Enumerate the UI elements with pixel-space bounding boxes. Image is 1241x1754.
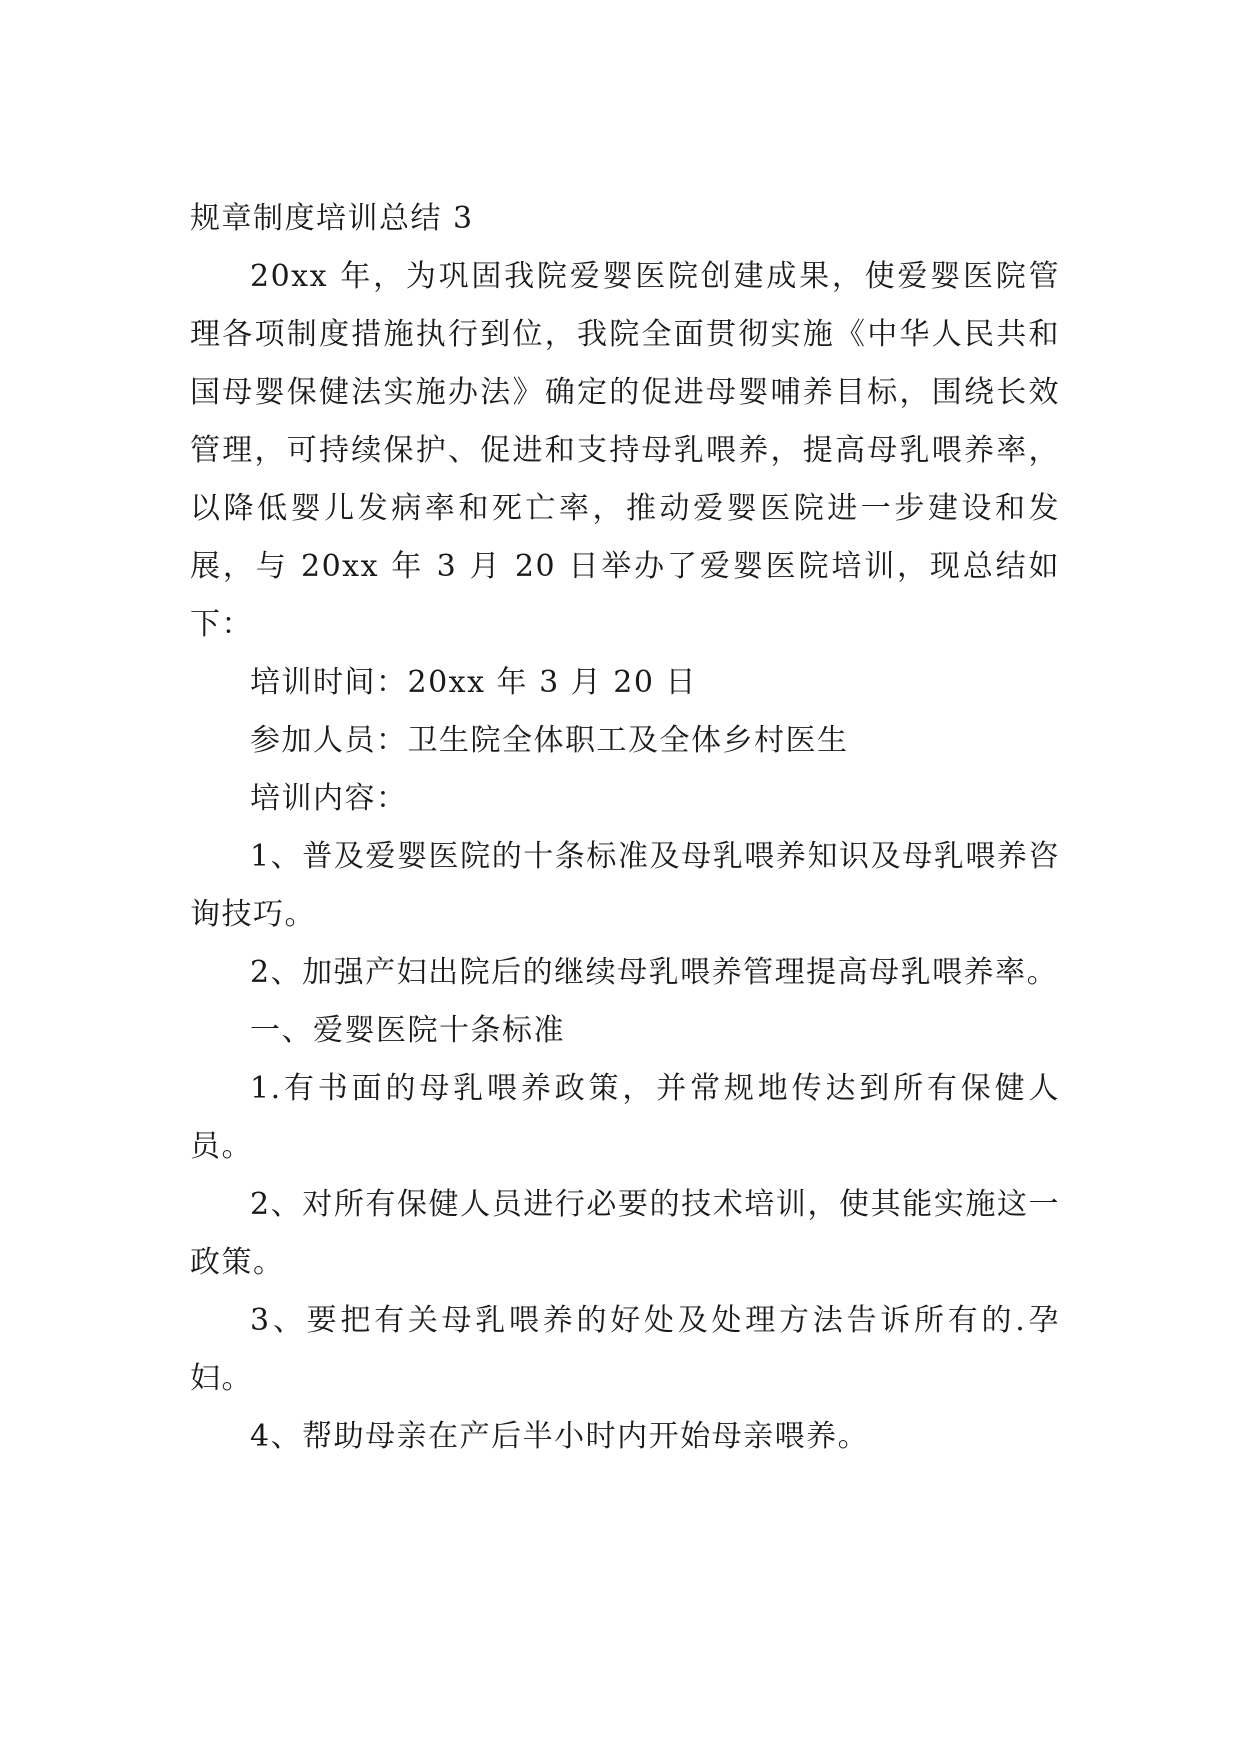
document-body — [190, 190, 1060, 1466]
standard-item-3: 3、要把有关母乳喂养的好处及处理方法告诉所有的.孕妇。 — [190, 1303, 1060, 1396]
training-time: 培训时间：20xx 年 3 月 20 日 — [250, 665, 697, 700]
standard-item-1: 1.有书面的母乳喂养政策，并常规地传达到所有保健人员。 — [190, 1071, 1060, 1164]
training-content-heading: 培训内容： — [250, 781, 408, 816]
section-heading-ten-standards: 一、爱婴医院十条标准 — [250, 1013, 565, 1048]
standard-item-2: 2、对所有保健人员进行必要的技术培训，使其能实施这一政策。 — [190, 1187, 1060, 1280]
training-content-item-2: 2、加强产妇出院后的继续母乳喂养管理提高母乳喂养率。 — [250, 955, 1059, 990]
intro-paragraph: 20xx 年，为巩固我院爱婴医院创建成果，使爱婴医院管理各项制度措施执行到位，我院全面贯彻实施《中华人民共和国母婴保健法实施办法》确定的促进母婴哺养目标，围绕长效管理，可持续保护、促进和支持母乳喂养，提高母乳喂养率，以降低婴儿发病率和死亡率，推动爱婴医院进一步建设和发展，与 20xx 年 3 月 20 日举办了爱婴医院培训，现总结如下： — [190, 259, 1060, 642]
standard-item-4: 4、帮助母亲在产后半小时内开始母亲喂养。 — [250, 1419, 870, 1454]
document-title: 规章制度培训总结 3 — [190, 201, 474, 236]
training-content-item-1: 1、普及爱婴医院的十条标准及母乳喂养知识及母乳喂养咨询技巧。 — [190, 839, 1060, 932]
participants: 参加人员：卫生院全体职工及全体乡村医生 — [250, 723, 849, 758]
